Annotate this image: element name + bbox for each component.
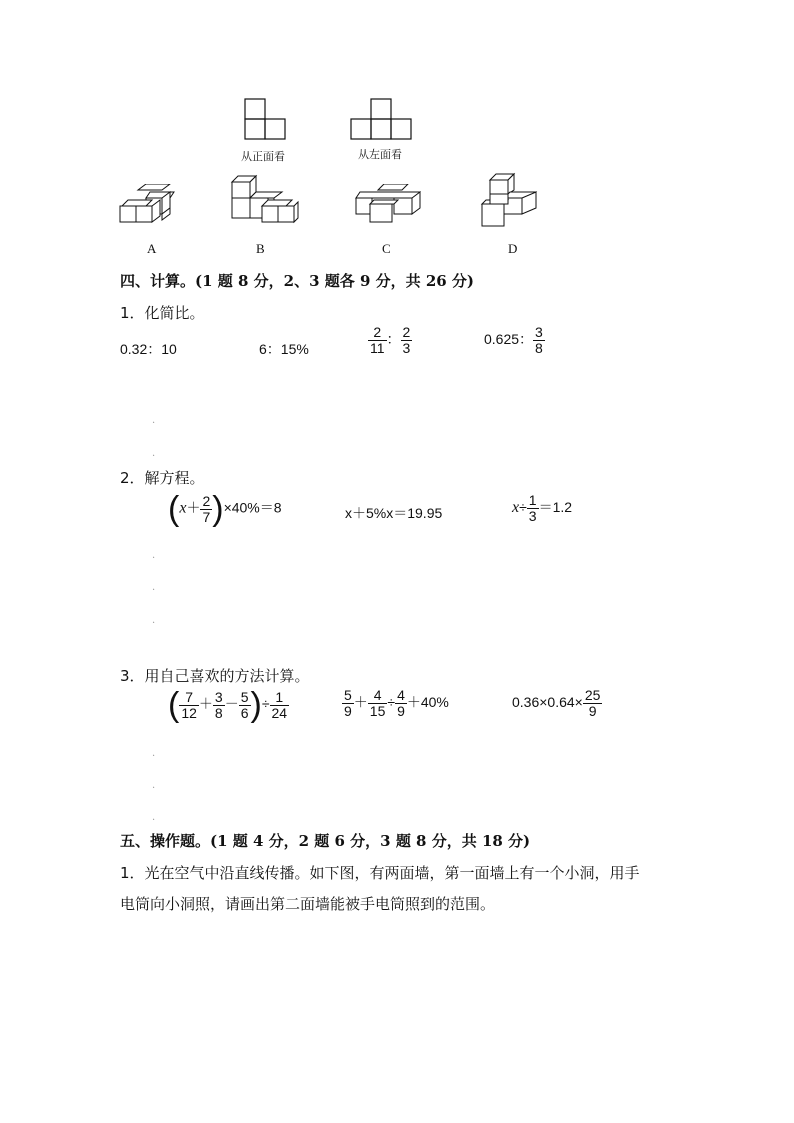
q1-expr-3: $\frac{2}{11}$ ： $\frac{2}{3}$: [370, 324, 411, 356]
left-view-label: 从左面看: [358, 148, 402, 161]
option-d-figure: [478, 172, 542, 232]
option-d-label: D: [508, 241, 518, 256]
fraction: $\frac{4}{9}$: [397, 687, 405, 719]
s5-q1-line2: 电筒向小洞照，请画出第二面墙能被手电筒照到的范围。: [120, 895, 496, 913]
section5-heading: 五、操作题。(1 题 4 分，2 题 6 分，3 题 8 分，共 18 分): [120, 832, 531, 850]
fraction: $\frac{2}{7}$: [202, 492, 211, 525]
fraction: $\frac{2}{3}$: [402, 324, 411, 356]
q3-title: 3．用自己喜欢的方法计算。: [120, 667, 310, 685]
fraction: $\frac{1}{24}$: [271, 688, 288, 721]
option-a-label: A: [147, 241, 157, 256]
q1-title: 1．化简比。: [120, 304, 205, 322]
front-view-label: 从正面看: [241, 150, 285, 163]
q1-expr-4: 0.625： $\frac{3}{8}$: [484, 324, 543, 356]
fraction: $\frac{5}{9}$: [344, 687, 352, 719]
option-c-figure: [352, 184, 424, 232]
fraction: $\frac{1}{3}$: [528, 492, 537, 524]
q2-expr-3: x÷ $\frac{1}{3}$ ＝1.2: [512, 492, 573, 524]
q3-expr-2: $\frac{5}{9}$ ＋ $\frac{4}{15}$ ÷ $\frac{4}{9}$ ＋40%: [344, 687, 449, 719]
option-b-label: B: [256, 241, 265, 256]
fraction: $\frac{25}{9}$: [584, 687, 601, 719]
front-view-figure: [244, 97, 288, 141]
q2-expr-1: (x＋ $\frac{2}{7}$ )×40%＝8: [168, 490, 282, 528]
q3-expr-3: 0.36×0.64× $\frac{25}{9}$: [512, 687, 601, 719]
s5-q1-line1: 1．光在空气中沿直线传播。如下图，有两面墙，第一面墙上有一个小洞，用手: [120, 864, 640, 882]
option-a-figure: [118, 184, 178, 232]
q1-expr-2: 6：15%: [259, 341, 309, 357]
q3-expr-1: ( $\frac{7}{12}$ ＋ $\frac{3}{8}$ － $\frac{5}{6}$ )÷ $\frac{1}{24}$: [168, 686, 288, 724]
left-view-figure: [350, 97, 412, 141]
fraction: $\frac{3}{8}$: [214, 688, 223, 721]
q2-expr-2: x＋5%x＝19.95: [345, 505, 443, 521]
q1-expr-1: 0.32：10: [120, 341, 177, 357]
fraction: $\frac{2}{11}$: [370, 324, 385, 356]
fraction: $\frac{4}{15}$: [369, 687, 386, 719]
option-b-figure: [228, 174, 300, 232]
section4-heading: 四、计算。(1 题 8 分，2、3 题各 9 分，共 26 分): [120, 272, 475, 290]
q2-title: 2．解方程。: [120, 469, 205, 487]
option-c-label: C: [382, 241, 391, 256]
fraction: $\frac{3}{8}$: [535, 324, 543, 356]
fraction: $\frac{7}{12}$: [181, 688, 197, 721]
fraction: $\frac{5}{6}$: [240, 688, 249, 721]
